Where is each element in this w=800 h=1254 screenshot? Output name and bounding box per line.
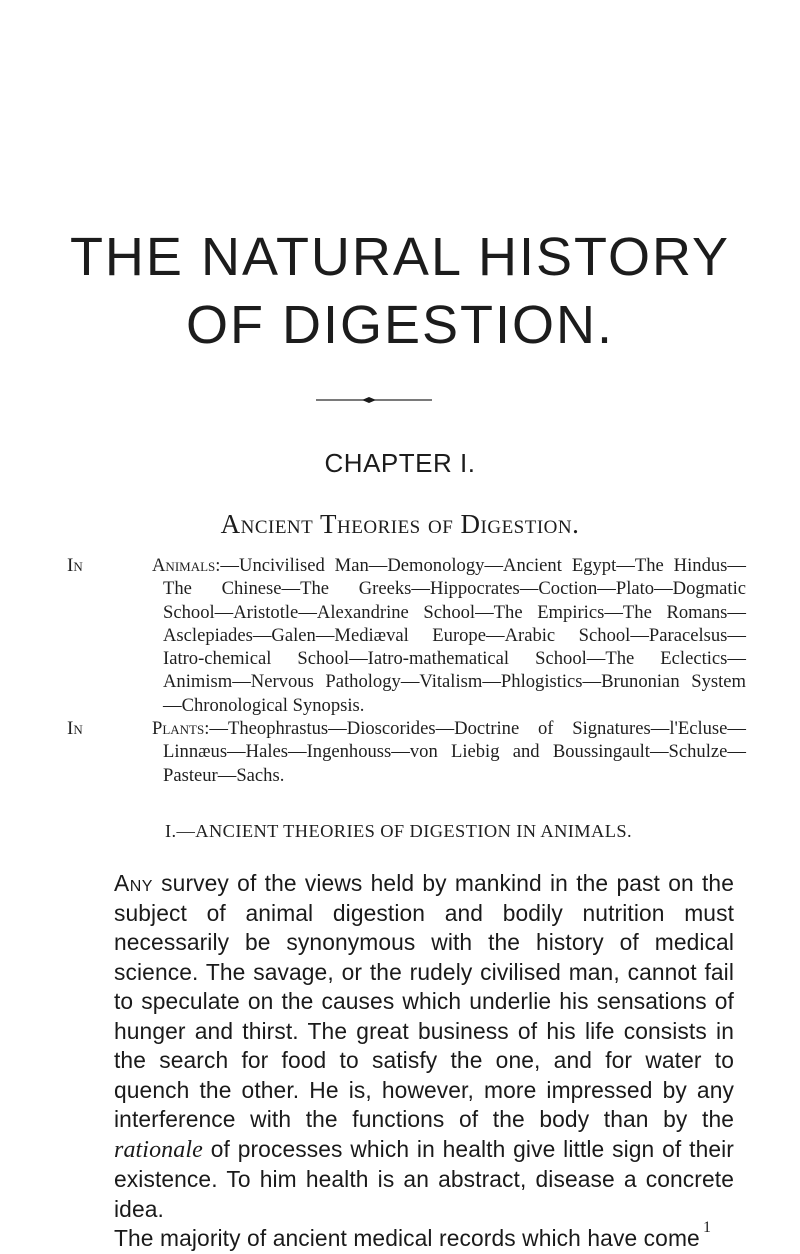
body-text (114, 869, 734, 1254)
italic-term-rationale: rationale (114, 1136, 203, 1163)
paragraph-1-first-word: Any (114, 870, 153, 896)
book-title-line-2: OF DIGESTION. (185, 295, 615, 355)
synopsis-plants-text: :—Theophrastus—Dioscorides—Doctrine of Signatures—l'Ecluse—Linnæus—Hales—Ingenhouss—von Liebig and Boussingault—Schulze—Pasteur—Sachs. (163, 718, 746, 786)
synopsis-animals-label: Animals (152, 555, 216, 576)
paragraph-1-text-b: of processes which in health give little sign of their existence. To him health is an abstract, disease a concrete idea. (114, 1135, 734, 1222)
chapter-synopsis (67, 554, 746, 787)
paragraph-1 (114, 869, 734, 1224)
paragraph-1-text-a: survey of the views held by mankind in the past on the subject of animal digestion and bodily nutrition must necessarily be synonymous with the history of medical science. The savage, or the rudely civilised man, cannot fail to speculate on the causes which underlie his sensations of hunger and thirst. The great business of his life consists in the search for food to satisfy the one, and for water to quench the other. He is, however, more impressed by any interference with the functions of the body than by the (114, 870, 734, 1132)
synopsis-animals (67, 554, 746, 717)
ornament-divider (316, 395, 432, 405)
synopsis-plants-label: Plants (152, 718, 205, 740)
synopsis-plants-prefix: In (67, 718, 83, 740)
page-number: 1 (703, 1219, 711, 1236)
synopsis-animals-prefix: In (67, 555, 83, 576)
ornament-rule-icon (316, 395, 432, 405)
section-heading: I.—ANCIENT THEORIES OF DIGESTION IN ANIMALS. (165, 821, 632, 841)
synopsis-plants (67, 717, 746, 787)
book-title-line-1: THE NATURAL HISTORY (69, 227, 731, 287)
synopsis-animals-text: :—Uncivilised Man—Demonology—Ancient Egypt—The Hindus—The Chinese—The Greeks—Hippocrates—Coction—Plato—Dogmatic School—Aristotle—Alexandrine School—The Empirics—The Romans—Asclepiades—Galen—Mediæval Europe—Arabic School—Paracelsus—Iatro-chemical School—Iatro-mathematical School—The Eclectics—Animism—Nervous Pathology—Vitalism—Phlogistics—Brunonian System—Chronological Synopsis. (163, 555, 746, 716)
chapter-heading: CHAPTER I. (324, 448, 476, 478)
chapter-subtitle: Ancient Theories of Digestion. (220, 509, 580, 539)
paragraph-2: The majority of ancient medical records which have come (114, 1225, 700, 1251)
